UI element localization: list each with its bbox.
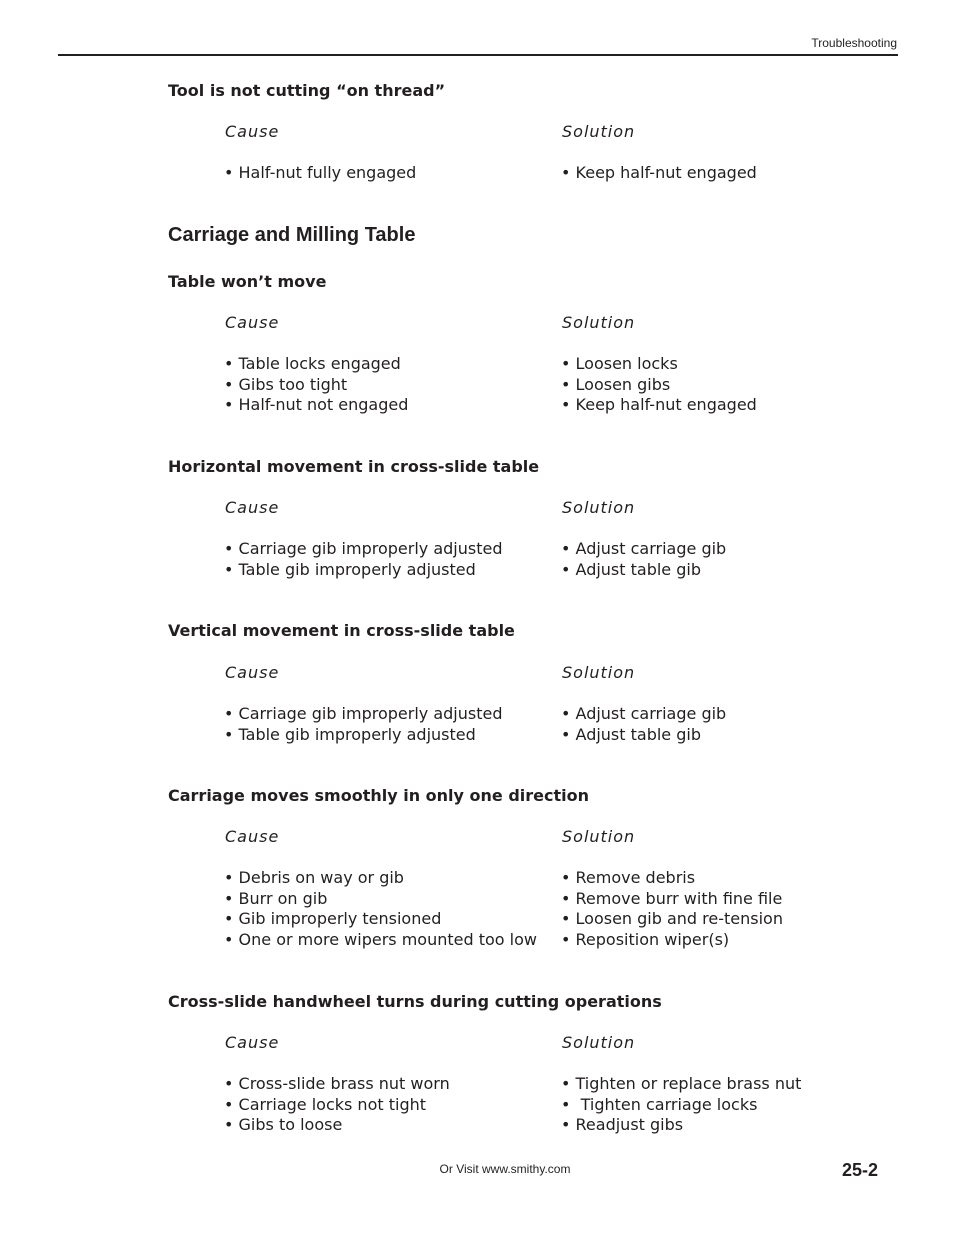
cause-column-label: Cause — [225, 498, 280, 517]
cause-item: • Gibs to loose — [224, 1115, 343, 1135]
cause-item: • Cross-slide brass nut worn — [224, 1074, 450, 1093]
cause-list — [224, 1074, 554, 1136]
cause-list — [224, 539, 554, 580]
solution-column-label: Solution — [562, 313, 636, 332]
problem-heading: Carriage moves smoothly in only one direction — [168, 786, 590, 805]
problem-heading: Vertical movement in cross-slide table — [168, 621, 515, 640]
solution-list — [561, 1074, 891, 1136]
cause-item: • Table locks engaged — [224, 354, 401, 373]
problem-heading: Horizontal movement in cross-slide table — [168, 457, 540, 476]
cause-item: • Table gib improperly adjusted — [224, 724, 476, 744]
cause-column-label: Cause — [225, 122, 280, 141]
solution-column-label: Solution — [562, 827, 636, 846]
solution-item: • Remove burr with fine file — [561, 888, 783, 908]
solution-item: • Tighten carriage locks — [561, 1094, 758, 1114]
solution-list — [561, 539, 891, 580]
page-number: 25-2 — [841, 1160, 878, 1180]
solution-column-label: Solution — [562, 122, 636, 141]
solution-list — [561, 354, 891, 416]
cause-item: • Carriage locks not tight — [224, 1094, 427, 1114]
solution-item: • Tighten or replace brass nut — [561, 1074, 802, 1093]
solution-list — [561, 704, 891, 745]
solution-item: • Keep half-nut engaged — [561, 395, 757, 415]
cause-column-label: Cause — [225, 1033, 280, 1052]
cause-column-label: Cause — [225, 827, 280, 846]
cause-item: • Burr on gib — [224, 888, 328, 908]
solution-column-label: Solution — [562, 663, 636, 682]
cause-list — [224, 354, 554, 416]
solution-item: • Loosen gib and re-tension — [561, 909, 783, 929]
solution-item: • Loosen gibs — [561, 374, 671, 394]
solution-item: • Adjust table gib — [561, 559, 701, 579]
problem-heading: Table won’t move — [168, 272, 327, 291]
header-divider — [58, 54, 898, 56]
cause-list — [224, 704, 554, 745]
cause-item: • One or more wipers mounted too low — [224, 929, 537, 949]
cause-item: • Gibs too tight — [224, 374, 348, 394]
solution-item: • Adjust carriage gib — [561, 539, 727, 558]
cause-list — [224, 163, 554, 184]
cause-item: • Carriage gib improperly adjusted — [224, 539, 503, 558]
solution-item: • Adjust carriage gib — [561, 704, 727, 723]
problem-heading: Cross-slide handwheel turns during cutting operations — [168, 992, 662, 1011]
cause-item: • Carriage gib improperly adjusted — [224, 704, 503, 723]
solution-list — [561, 163, 891, 184]
problem-heading: Tool is not cutting “on thread” — [168, 81, 446, 100]
cause-item: • Half-nut fully engaged — [224, 163, 417, 182]
cause-column-label: Cause — [225, 313, 280, 332]
cause-item: • Debris on way or gib — [224, 868, 404, 887]
solution-column-label: Solution — [562, 498, 636, 517]
cause-item: • Table gib improperly adjusted — [224, 559, 476, 579]
solution-item: • Reposition wiper(s) — [561, 929, 730, 949]
cause-item: • Half-nut not engaged — [224, 395, 409, 415]
solution-item: • Readjust gibs — [561, 1115, 684, 1135]
running-header: Troubleshooting — [811, 36, 897, 50]
footer-website-text: Or Visit www.smithy.com — [439, 1162, 571, 1176]
cause-list — [224, 868, 554, 950]
solution-item: • Keep half-nut engaged — [561, 163, 757, 182]
solution-item: • Remove debris — [561, 868, 696, 887]
section-title: Carriage and Milling Table — [168, 224, 416, 246]
solution-column-label: Solution — [562, 1033, 636, 1052]
solution-item: • Adjust table gib — [561, 724, 701, 744]
solution-list — [561, 868, 891, 950]
cause-item: • Gib improperly tensioned — [224, 909, 442, 929]
solution-item: • Loosen locks — [561, 354, 678, 373]
cause-column-label: Cause — [225, 663, 280, 682]
